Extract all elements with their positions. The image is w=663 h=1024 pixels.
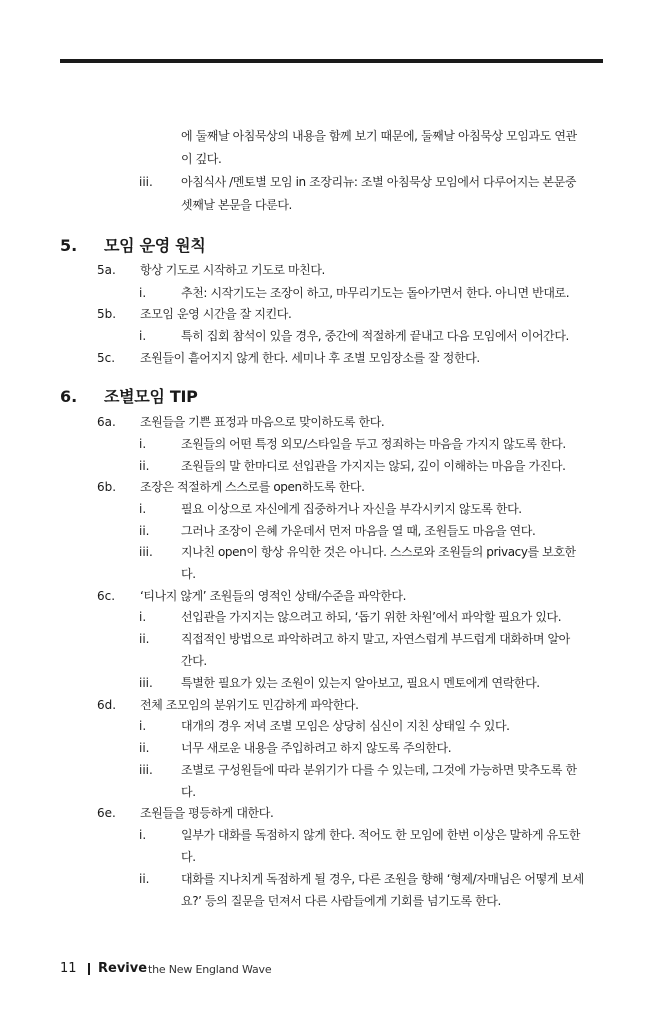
- page-number: 11: [60, 961, 77, 976]
- s6-text-13: 전체 조모임의 분위기도 민감하게 파악한다.: [140, 698, 359, 712]
- s6-text-9: 선입관을 가지지는 않으려고 하되, ‘돕기 위한 차원’에서 파악할 필요가 있다.: [181, 610, 562, 624]
- s5-marker-2: 5b.: [97, 307, 117, 321]
- s6-text-5: 그러나 조장이 은혜 가운데서 먼저 마음을 열 때, 조원들도 마음을 연다.: [181, 524, 536, 538]
- s6-marker-19: i.: [139, 828, 147, 842]
- s6-marker-18: 6e.: [97, 806, 116, 820]
- s5-text-2: 조모임 운영 시간을 잘 지킨다.: [140, 307, 292, 321]
- s6-text-16: 조별로 구성원들에 따라 분위기가 다를 수 있는데, 그것에 가능하면 맞추도록 한: [181, 763, 577, 777]
- s6-marker-10: ii.: [139, 632, 150, 646]
- intro-item-line-2: 셋째날 본문을 다룬다.: [181, 198, 292, 212]
- s5-text-0: 항상 기도로 시작하고 기도로 마친다.: [140, 263, 325, 277]
- s5-text-1: 추천: 시작기도는 조장이 하고, 마무리기도는 돌아가면서 한다. 아니면 반대로.: [181, 286, 570, 300]
- s5-marker-0: 5a.: [97, 263, 116, 277]
- s6-marker-0: 6a.: [97, 415, 116, 429]
- top-rule: [60, 59, 603, 63]
- s6-marker-16: iii.: [139, 763, 153, 777]
- s6-marker-12: iii.: [139, 676, 153, 690]
- footer-brand: Revive: [98, 961, 148, 976]
- s6-text-15: 너무 새로운 내용을 주입하려고 하지 않도록 주의한다.: [181, 741, 452, 755]
- s6-text-4: 필요 이상으로 자신에게 집중하거나 자신을 부각시키지 않도록 한다.: [181, 502, 522, 516]
- s6-text-8: ‘티나지 않게’ 조원들의 영적인 상태/수준을 파악한다.: [140, 589, 406, 603]
- s6-marker-2: ii.: [139, 459, 150, 473]
- section6-number: 6.: [60, 387, 78, 406]
- s6-text-2: 조원들의 말 한마디로 선입관을 가지지는 않되, 깊이 이해하는 마음을 가진다.: [181, 459, 566, 473]
- section5-number: 5.: [60, 236, 78, 255]
- s6-marker-9: i.: [139, 610, 147, 624]
- s6-marker-1: i.: [139, 437, 147, 451]
- s6-marker-5: ii.: [139, 524, 150, 538]
- intro-line-2: 이 깊다.: [181, 152, 222, 166]
- s6-marker-4: i.: [139, 502, 147, 516]
- s6-marker-6: iii.: [139, 545, 153, 559]
- section5-title: 모임 운영 원칙: [104, 236, 206, 255]
- s6-marker-14: i.: [139, 719, 147, 733]
- s6-text-3: 조장은 적절하게 스스로를 open하도록 한다.: [140, 480, 365, 494]
- s6-text-7: 다.: [181, 567, 196, 581]
- s6-marker-13: 6d.: [97, 698, 117, 712]
- s6-marker-15: ii.: [139, 741, 150, 755]
- s6-text-0: 조원들을 기쁜 표정과 마음으로 맞이하도록 한다.: [140, 415, 385, 429]
- s6-text-21: 대화를 지나치게 독점하게 될 경우, 다른 조원을 향해 ‘형제/자매님은 어떻게 보세: [181, 872, 584, 886]
- s6-marker-21: ii.: [139, 872, 150, 886]
- s6-text-11: 간다.: [181, 654, 207, 668]
- s6-marker-3: 6b.: [97, 480, 117, 494]
- s6-text-17: 다.: [181, 785, 196, 799]
- s5-marker-4: 5c.: [97, 351, 116, 365]
- s6-text-12: 특별한 필요가 있는 조원이 있는지 알아보고, 필요시 멘토에게 연락한다.: [181, 676, 540, 690]
- intro-line-1: 에 둘째날 아침묵상의 내용을 함께 보기 때문에, 둘째날 아침묵상 모임과도 연관: [181, 129, 577, 143]
- s5-marker-1: i.: [139, 286, 147, 300]
- footer-subtitle: the New England Wave: [148, 963, 272, 976]
- s6-text-1: 조원들의 어떤 특정 외모/스타일을 두고 정죄하는 마음을 가지지 않도록 한다.: [181, 437, 566, 451]
- s5-marker-3: i.: [139, 329, 147, 343]
- s6-text-20: 다.: [181, 850, 196, 864]
- s6-marker-8: 6c.: [97, 589, 116, 603]
- s6-text-18: 조원들을 평등하게 대한다.: [140, 806, 274, 820]
- intro-item-marker: iii.: [139, 175, 153, 189]
- s6-text-19: 일부가 대화를 독점하지 않게 한다. 적어도 한 모임에 한번 이상은 말하게 유도한: [181, 828, 581, 842]
- s5-text-3: 특히 집회 참석이 있을 경우, 중간에 적절하게 끝내고 다음 모임에서 이어간다.: [181, 329, 569, 343]
- s6-text-10: 직접적인 방법으로 파악하려고 하지 말고, 자연스럽게 부드럽게 대화하며 알아: [181, 632, 570, 646]
- s5-text-4: 조원들이 흩어지지 않게 한다. 세미나 후 조별 모임장소를 잘 정한다.: [140, 351, 480, 365]
- s6-text-14: 대개의 경우 저녁 조별 모임은 상당히 심신이 지친 상태일 수 있다.: [181, 719, 510, 733]
- footer-divider: [88, 963, 90, 975]
- s6-text-22: 요?’ 등의 질문을 던져서 다른 사람들에게 기회를 넘기도록 한다.: [181, 894, 501, 908]
- intro-item-line-1: 아침식사 /멘토별 모임 in 조장리뉴: 조별 아침묵상 모임에서 다루어지는 본문중: [181, 175, 577, 189]
- section6-title: 조별모임 TIP: [104, 387, 198, 406]
- s6-text-6: 지나친 open이 항상 유익한 것은 아니다. 스스로와 조원들의 privacy를 보호한: [181, 545, 576, 559]
